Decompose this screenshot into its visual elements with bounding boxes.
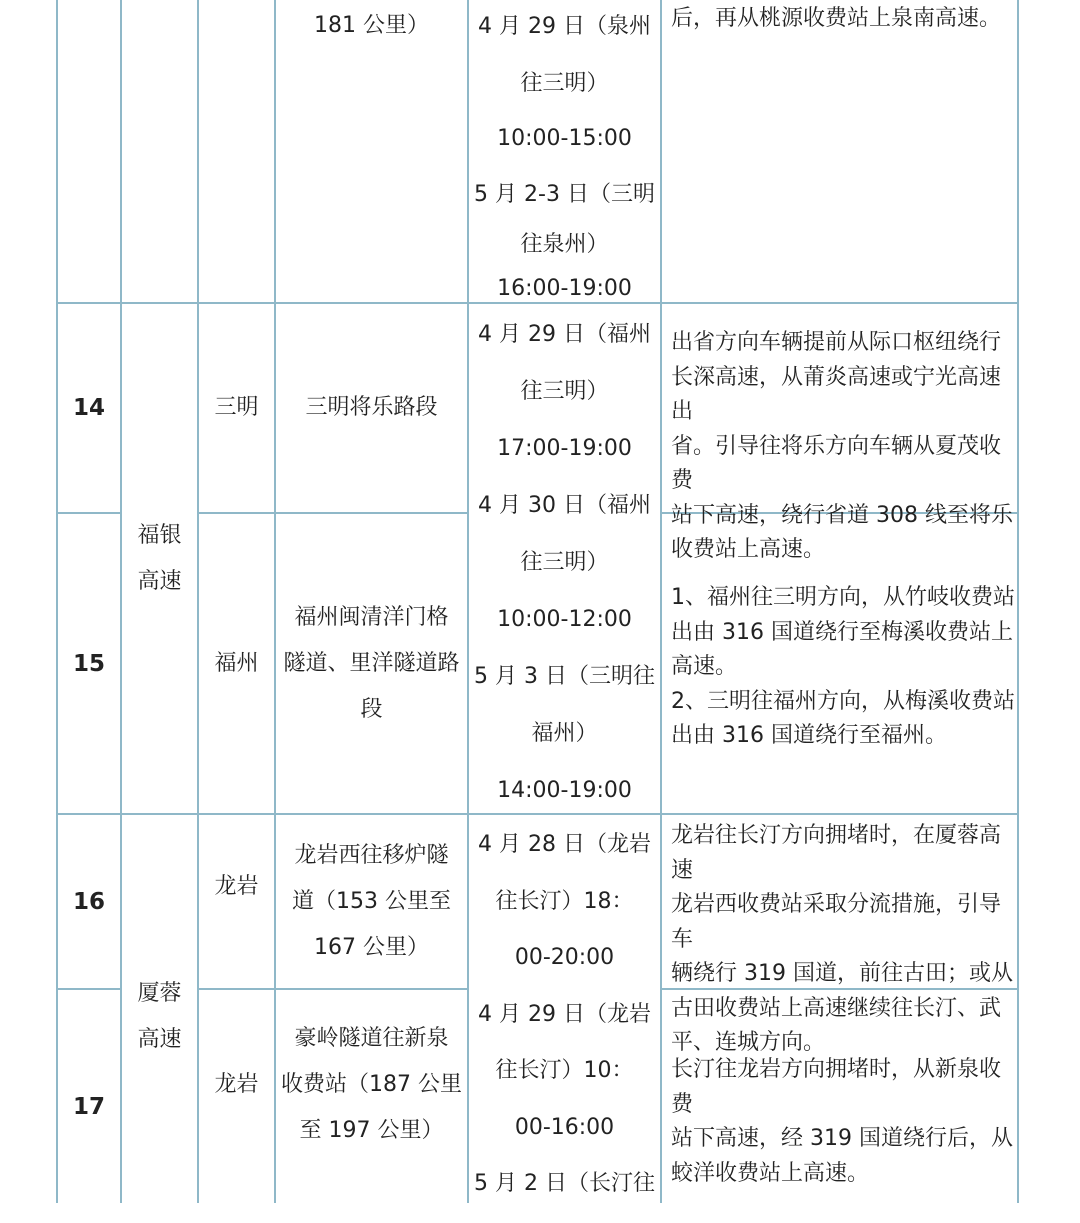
schedule-line: 往三明） bbox=[520, 379, 609, 404]
row-number: 16 bbox=[72, 888, 105, 915]
schedule-line: 往长汀）18： bbox=[495, 888, 634, 914]
grid-line bbox=[1017, 0, 1019, 1203]
detour-line: 收费站上高速。 bbox=[671, 537, 826, 562]
schedule-line: 00-20:00 bbox=[514, 945, 615, 970]
road-cell bbox=[122, 815, 197, 1203]
city-cell: 福州 bbox=[214, 650, 259, 676]
detour-line: 龙岩西收费站采取分流措施，引导车 bbox=[671, 892, 1002, 952]
schedule-line: 往三明） bbox=[520, 71, 609, 96]
detour-line: 出由 316 国道绕行至福州。 bbox=[671, 723, 947, 748]
detour-line: 出由 316 国道绕行至梅溪收费站上 bbox=[671, 619, 1013, 645]
road-name-line: 高速 bbox=[137, 568, 182, 594]
city-cell: 三明 bbox=[214, 395, 259, 420]
section-line: 段 bbox=[360, 696, 383, 722]
section-line: 道（153 公里至 bbox=[292, 888, 451, 914]
schedule-line: 往三明） bbox=[520, 550, 609, 575]
schedule-line: 4 月 29 日（龙岩 bbox=[478, 1001, 651, 1027]
detour-line: 站下高速，经 319 国道绕行后，从 bbox=[671, 1126, 1013, 1151]
detour-line: 龙岩往长汀方向拥堵时，在厦蓉高速 bbox=[671, 823, 1002, 883]
schedule-line: 4 月 30 日（福州 bbox=[478, 493, 651, 518]
detour-line: 平、连城方向。 bbox=[671, 1030, 826, 1055]
detour-line: 出省方向车辆提前从际口枢纽绕行 bbox=[671, 330, 1002, 355]
detour-line: 1、福州往三明方向，从竹岐收费站 bbox=[671, 585, 1015, 610]
detour-line: 站下高速，绕行省道 308 线至将乐 bbox=[671, 502, 1013, 528]
section-line: 隧道、里洋隧道路 bbox=[283, 650, 460, 676]
schedule-line: 5 月 2 日（长汀往 bbox=[474, 1171, 655, 1196]
schedule-line: 往长汀）10： bbox=[495, 1058, 634, 1083]
schedule-line: 5 月 3 日（三明往 bbox=[474, 664, 655, 689]
schedule-line: 5 月 2-3 日（三明 bbox=[474, 182, 655, 207]
section-line: 167 公里） bbox=[314, 934, 429, 960]
schedule-line: 17:00-19:00 bbox=[497, 436, 632, 461]
road-cell bbox=[122, 304, 197, 813]
detour-line: 辆绕行 319 国道，前往古田；或从 bbox=[671, 961, 1013, 986]
detour-line: 高速。 bbox=[671, 654, 738, 679]
section-cell bbox=[276, 990, 467, 1180]
schedule-line: 福州） bbox=[531, 721, 598, 746]
road-name-line: 福银 bbox=[137, 522, 182, 548]
schedule-line: 16:00-19:00 bbox=[497, 276, 632, 301]
section-line: 至 197 公里） bbox=[299, 1118, 444, 1143]
schedule-cell bbox=[469, 0, 660, 311]
section-cell bbox=[276, 514, 467, 813]
city-cell: 龙岩 bbox=[214, 874, 259, 899]
detour-line: 古田收费站上高速继续往长汀、武 bbox=[671, 995, 1002, 1021]
detour-line: 长深高速，从莆炎高速或宁光高速出 bbox=[671, 364, 1002, 424]
schedule-line: 10:00-15:00 bbox=[497, 126, 632, 151]
detour-text: 后，再从桃源收费站上泉南高速。 bbox=[671, 6, 1002, 31]
schedule-cell bbox=[469, 817, 660, 1213]
section-cell: 三明将乐路段 bbox=[305, 395, 438, 420]
schedule-line: 4 月 29 日（泉州 bbox=[478, 14, 651, 39]
detour-cell bbox=[671, 819, 1016, 1061]
section-line: 豪岭隧道往新泉 bbox=[294, 1026, 449, 1051]
detour-line: 蛟洋收费站上高速。 bbox=[671, 1160, 870, 1186]
grid-line bbox=[660, 0, 662, 1203]
section-text: 181 公里） bbox=[314, 13, 429, 38]
section-cell bbox=[276, 815, 467, 988]
schedule-line: 10:00-12:00 bbox=[497, 607, 632, 632]
road-name-line: 厦蓉 bbox=[137, 981, 182, 1006]
row-number: 17 bbox=[72, 1093, 105, 1120]
schedule-line: 14:00-19:00 bbox=[497, 778, 632, 803]
detour-line: 2、三明往福州方向，从梅溪收费站 bbox=[671, 688, 1015, 714]
road-name-line: 高速 bbox=[137, 1027, 182, 1052]
schedule-line: 4 月 29 日（福州 bbox=[478, 322, 651, 347]
detour-cell bbox=[671, 1053, 1016, 1191]
section-cell bbox=[276, 0, 467, 54]
schedule-line: 4 月 28 日（龙岩 bbox=[478, 832, 651, 857]
detour-cell bbox=[671, 2, 1011, 37]
row-number: 14 bbox=[72, 395, 105, 421]
schedule-line: 00-16:00 bbox=[514, 1114, 615, 1140]
section-line: 收费站（187 公里 bbox=[281, 1072, 462, 1097]
city-cell: 龙岩 bbox=[214, 1072, 259, 1097]
row-number: 15 bbox=[72, 650, 105, 677]
schedule-cell bbox=[469, 306, 660, 819]
detour-cell bbox=[671, 581, 1016, 754]
section-line: 龙岩西往移炉隧 bbox=[294, 842, 449, 868]
detour-line: 省。引导往将乐方向车辆从夏茂收费 bbox=[671, 433, 1002, 493]
detour-line: 长汀往龙岩方向拥堵时，从新泉收费 bbox=[671, 1057, 1002, 1117]
schedule-line: 往泉州） bbox=[520, 232, 609, 257]
detour-cell bbox=[671, 326, 1016, 568]
section-line: 福州闽清洋门格 bbox=[294, 604, 449, 630]
